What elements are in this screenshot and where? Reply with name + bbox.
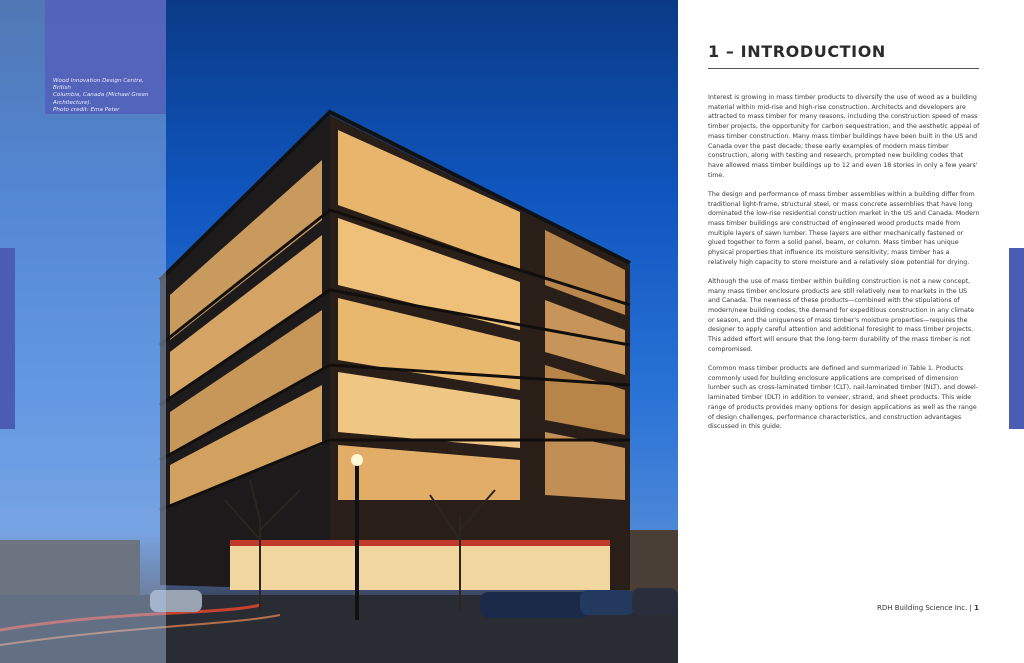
caption-line: Columbia, Canada (Michael Green [53,92,149,99]
right-edge-tab [1009,248,1024,429]
paragraph: The design and performance of mass timber assemblies within a building differ from traditional light-frame, structural steel, or mass concrete assemblies that have long dominated the low-rise residential construction market in the US and Canada. Modern mass timber buildings are constructed of engineered wood products made from multiple layers of sawn lumber. These layers are either mechanically fastened or glued together to form a solid panel, beam, or column. Mass timber has unique physical properties that influence its moisture sensitivity; mass timber has a relatively high capacity to store moisture and a relatively slow potential for drying. [708,190,980,266]
footer-publisher: RDH Building Science Inc. | [877,604,972,612]
parked-car-3 [632,588,678,615]
parked-car [480,592,590,618]
body-text [708,93,980,442]
caption-line: Wood Innovation Design Centre, British [53,78,144,92]
left-edge-tab [0,248,15,429]
paragraph: Although the use of mass timber within building construction is not a new concept, many mass timber enclosure products are still relatively new to markets in the US and Canada. The newness of these products—combined with the stipulations of modern/new building codes, the demand for expeditious construction in any climate or season, and the uniqueness of mass timber's moisture properties—requires the designer to apply careful attention and additional foresight to mass timber projects. This added effort will ensure that the long-term durability of the mass timber is not compromised. [708,277,975,353]
caption-line: Photo credit: Ema Peter [53,106,120,113]
street-lamp-pole [355,460,359,620]
text-page [678,0,1024,663]
paragraph: Interest is growing in mass timber products to diversify the use of wood as a building material within mid-rise and high-rise construction. Architects and developers are attracted to mass timber for many reasons, including the construction speed of mass timber projects, the opportunity for carbon sequestration, and the aesthetic appeal of mass timber construction. Many mass timber buildings have been built in the US and Canada over the past decade; these early examples of modern mass timber construction, along with testing and research, prompted new building codes that have allowed mass timber buildings up to 12 and even 18 stories in only a few years' time. [708,94,980,179]
paragraph: Common mass timber products are defined and summarized in Table 1. Products commonly used for building enclosure applications are comprised of dimension lumber such as cross-laminated timber (CLT), nail-laminated timber (NLT), and dowel-laminated timber (DLT) in addition to veneer, strand, and sheet products. This wide range of products provides many options for design applications as well as the range of design challenges, performance characteristics, and construction advantages discussed in this guide. [708,365,979,431]
street-lamp-light [351,454,363,466]
ground-floor-glazing [230,540,610,590]
entrance-canopy [230,540,610,546]
title-rule [708,68,979,69]
page-number: 1 [974,604,979,612]
section-title: 1 – INTRODUCTION [708,42,886,61]
page-footer [678,604,979,612]
caption-line: Architecture). [53,99,92,106]
photo-caption [53,78,163,114]
parked-car-2 [580,590,635,615]
